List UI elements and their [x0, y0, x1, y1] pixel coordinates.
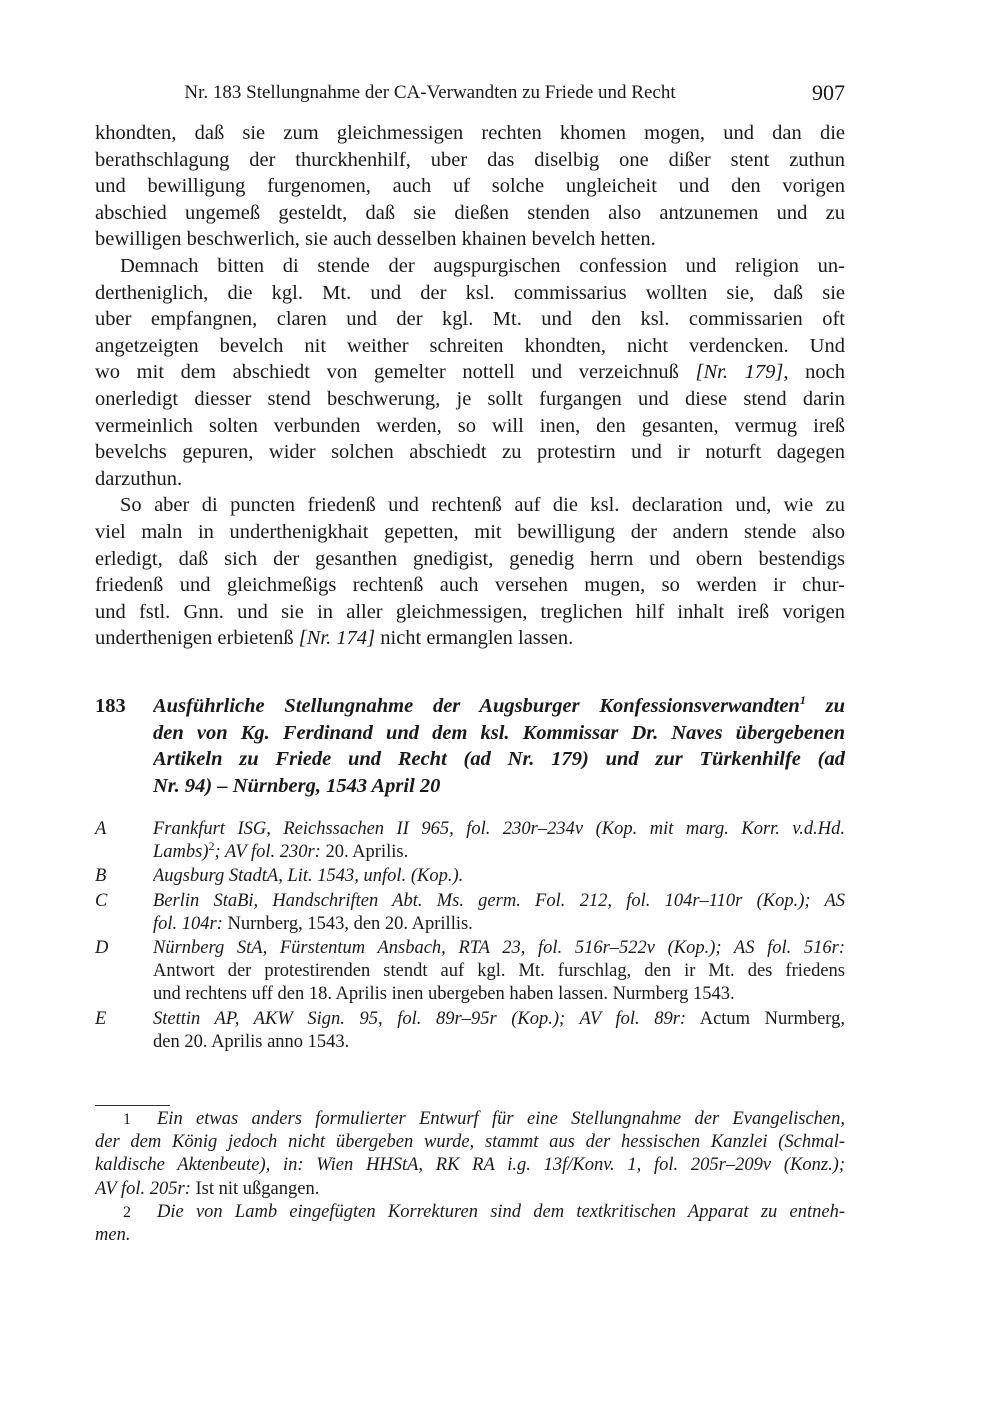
text-segment: Die von Lamb eingefügten Korrekturen sind dem textkritischen Apparat zu entneh- [157, 1201, 845, 1222]
running-head [95, 80, 845, 106]
text-segment: onerledigt diesser stend beschwerung, je sollt furgangen und diese stend darin [95, 387, 845, 410]
text-line [153, 720, 845, 747]
text-segment: und bewilligung furgenomen, auch uf solche ungleicheit und den vorigen [95, 175, 845, 198]
text-segment: berathschlagung der thurckhenhilf, uber das diselbig one dißer stent zuthun [95, 148, 845, 171]
text-segment: der dem König jedoch nicht übergeben wurde, stammt aus der hessischen Kanzlei (Schmal- [95, 1132, 845, 1153]
text-segment: den 20. Aprilis anno 1543. [153, 1031, 350, 1052]
source-siglum: C [95, 890, 108, 911]
text-line [153, 890, 845, 913]
text-line [153, 841, 845, 864]
text-line [153, 865, 845, 888]
text-line [95, 333, 845, 360]
source-list [95, 818, 845, 1055]
text-segment: zu [805, 695, 845, 717]
text-segment: [Nr. 179] [695, 361, 784, 384]
text-segment: vermeinlich solten verbunden werden, so will inen, den gesanten, vermug ireß [95, 414, 845, 437]
text-line [95, 1178, 845, 1201]
footnote [95, 1201, 845, 1247]
page-number: 907 [812, 80, 845, 105]
text-segment: Ist nit ußgangen. [190, 1178, 320, 1199]
document-number: 183 [95, 695, 126, 717]
text-line [95, 519, 845, 546]
text-line [153, 818, 845, 841]
text-segment: Artikeln zu Friede und Recht (ad Nr. 179) und zur Türkenhilfe (ad [153, 748, 845, 771]
text-segment: fol. 104r: [153, 913, 223, 934]
text-segment: erledigt, daß sich der gesanthen gnedigist, genedig herrn und obern bestendigs [95, 547, 845, 570]
footnote [95, 1108, 845, 1201]
text-segment: Stettin AP, AKW Sign. 95, fol. 89r–95r (Kop.); AV fol. 89r: [153, 1008, 687, 1029]
text-line [95, 386, 845, 413]
text-line [95, 1108, 845, 1131]
text-line [95, 1131, 845, 1154]
text-line [153, 913, 845, 936]
paragraph [95, 120, 845, 253]
text-line [153, 960, 845, 983]
text-segment: den von Kg. Ferdinand und dem ksl. Kommissar Dr. Naves übergebenen [153, 721, 845, 744]
text-line [95, 492, 845, 519]
running-head-title: Nr. 183 Stellungnahme der CA-Verwandten zu Friede und Recht [184, 82, 676, 103]
text-line [95, 200, 845, 227]
source-entry [95, 890, 845, 936]
source-siglum: D [95, 937, 109, 958]
text-line [95, 599, 845, 626]
footnotes [95, 1108, 845, 1247]
source-description [153, 937, 845, 1007]
text-segment: angetzeigten bevelch nit weither schreiten khondten, nicht verdencken. Und [95, 334, 845, 357]
text-segment: Augsburg StadtA, Lit. 1543, unfol. (Kop.). [153, 866, 464, 887]
text-line [153, 746, 845, 773]
source-entry [95, 937, 845, 1007]
text-segment: Actum Nurmberg, [686, 1008, 845, 1029]
source-siglum: B [95, 866, 107, 887]
source-description [153, 865, 845, 888]
text-segment: AV fol. 205r: [95, 1178, 191, 1199]
text-segment: men. [95, 1224, 131, 1245]
text-segment: viel maln in underthenigkhait gepetten, mit bewilligung der andern stende also [95, 520, 845, 543]
text-segment: dertheniglich, die kgl. Mt. und der ksl. commissarius wollten sie, daß sie [95, 281, 845, 304]
text-line [95, 120, 845, 147]
footnote-rule [95, 1105, 170, 1106]
text-line [95, 1224, 845, 1247]
text-segment: Demnach bitten di stende der augspurgischen confession und religion un- [120, 254, 845, 277]
text-segment: So aber di puncten friedenß und rechtenß auf die ksl. declaration und, wie zu [120, 494, 845, 517]
text-line [95, 280, 845, 307]
text-segment: friedenß und gleichmeßigs rechtenß auch versehen mugen, so werden ir chur- [95, 574, 845, 597]
text-segment: bewilligen beschwerlich, sie auch desselben khainen bevelch hetten. [95, 228, 656, 251]
source-entry [95, 865, 845, 888]
text-line [95, 466, 845, 493]
text-segment: uber empfangnen, claren und der kgl. Mt. und den ksl. commissarien oft [95, 308, 845, 331]
text-segment: underthenigen erbietenß [95, 627, 299, 650]
text-line [95, 439, 845, 466]
source-siglum: A [95, 819, 107, 839]
text-line [95, 1201, 845, 1224]
source-siglum: E [95, 1008, 107, 1029]
text-segment: , noch [783, 361, 845, 384]
text-line [153, 693, 845, 720]
text-line [153, 1031, 845, 1054]
text-segment: abschied ungemeß gesteldt, daß sie dießen stenden also antzunemen und zu [95, 201, 845, 224]
text-line [95, 359, 845, 386]
text-segment: bevelchs gepuren, wider solchen abschiedt zu protestirn und ir noturft dagegen [95, 441, 845, 464]
text-line [95, 226, 845, 253]
text-line [95, 147, 845, 174]
text-line [153, 773, 845, 800]
text-line [95, 253, 845, 280]
text-line [95, 306, 845, 333]
text-segment: kaldische Aktenbeute), in: Wien HHStA, RK RA i.g. 13f/Konv. 1, fol. 205r–209v (Konz.); [95, 1155, 845, 1176]
footnote-number: 2 [123, 1203, 131, 1221]
body-text [95, 120, 845, 652]
text-segment: Nürnberg StA, Fürstentum Ansbach, RTA 23, fol. 516r–522v (Kop.); AS fol. 516r: [153, 937, 845, 958]
text-segment: darzuthun. [95, 467, 183, 490]
text-segment: Ein etwas anders formulierter Entwurf für eine Stellungnahme der Evangelischen, [157, 1109, 845, 1129]
source-description [153, 818, 845, 864]
text-segment: Nurnberg, 1543, den 20. Aprillis. [222, 913, 473, 934]
source-description [153, 1008, 845, 1054]
text-segment: Antwort der protestirenden stendt auf kgl. Mt. furschlag, den ir Mt. des friedens [153, 961, 845, 982]
footnote-number: 1 [123, 1111, 131, 1128]
paragraph [95, 253, 845, 492]
text-segment: ; AV fol. 230r: [214, 842, 321, 863]
text-line [95, 413, 845, 440]
text-segment: nicht ermanglen lassen. [375, 627, 574, 650]
text-segment: und rechtens uff den 18. Aprilis inen ubergeben haben lassen. Nurmberg 1543. [153, 984, 735, 1005]
source-entry [95, 1008, 845, 1054]
footnote-reference: 2 [208, 841, 215, 854]
text-segment: wo mit dem abschiedt von gemelter nottell und verzeichnuß [95, 361, 696, 384]
text-line [153, 983, 845, 1006]
source-description [153, 890, 845, 936]
text-segment: Nr. 94) – Nürnberg, 1543 April 20 [153, 774, 441, 797]
text-segment: Ausführliche Stellungnahme der Augsburger Konfessionsverwandten [153, 695, 800, 717]
text-line [95, 625, 845, 652]
text-segment: 20. Aprilis. [320, 842, 409, 863]
text-line [153, 937, 845, 960]
text-segment: Lambs) [153, 842, 209, 863]
paragraph [95, 492, 845, 652]
text-segment: Frankfurt ISG, Reichssachen II 965, fol. 230r–234v (Kop. mit marg. Korr. v.d.Hd. [153, 819, 845, 839]
text-line [95, 572, 845, 599]
text-line [95, 173, 845, 200]
source-entry [95, 818, 845, 864]
document-title [153, 693, 845, 799]
text-segment: Berlin StaBi, Handschriften Abt. Ms. germ. Fol. 212, fol. 104r–110r (Kop.); AS [153, 890, 845, 911]
footnote-reference: 1 [799, 693, 806, 708]
text-segment: khondten, daß sie zum gleichmessigen rechten khomen mogen, und dan die [95, 122, 845, 144]
text-segment: und fstl. Gnn. und sie in aller gleichmessigen, treglichen hilf inhalt ireß vorigen [95, 600, 845, 623]
text-segment: [Nr. 174] [298, 627, 376, 650]
text-line [95, 1154, 845, 1177]
text-line [153, 1008, 845, 1031]
text-line [95, 546, 845, 573]
